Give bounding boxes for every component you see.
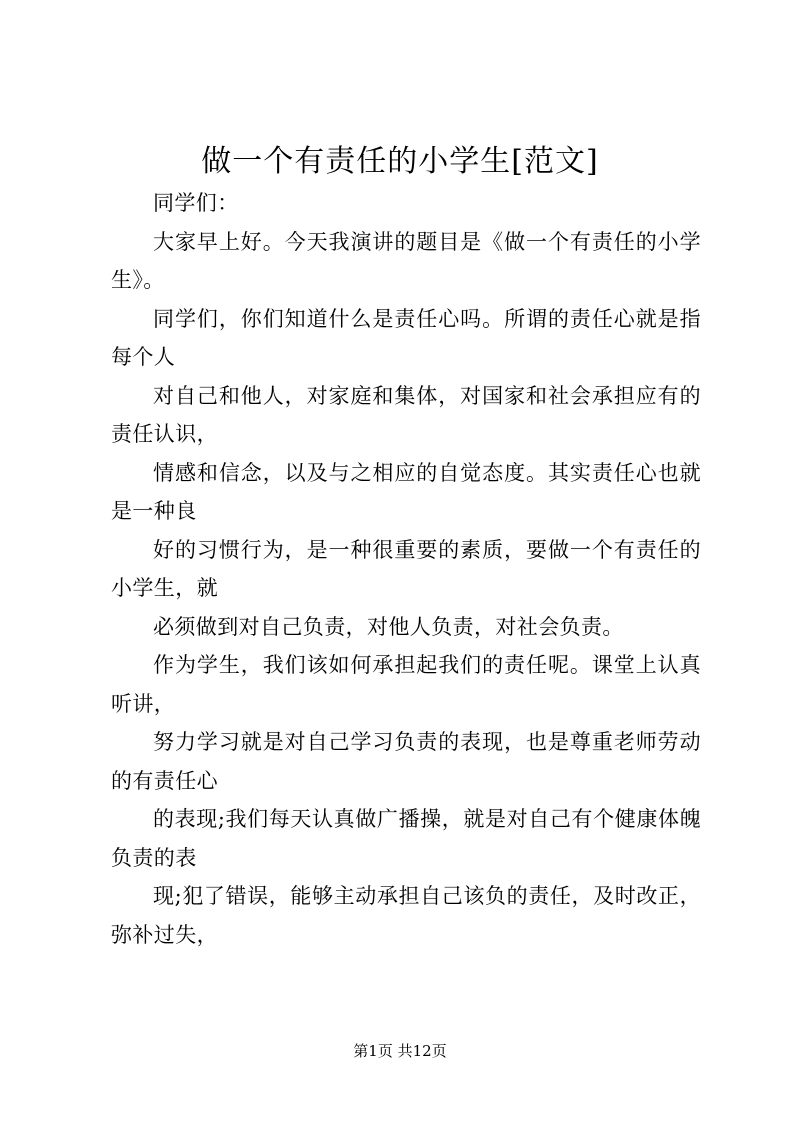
paragraph: 现;犯了错误，能够主动承担自己该负的责任，及时改正，弥补过失，: [111, 884, 701, 947]
paragraph: 同学们，你们知道什么是责任心吗。所谓的责任心就是指每个人: [111, 306, 701, 369]
paragraph: 作为学生，我们该如何承担起我们的责任呢。课堂上认真听讲，: [111, 653, 701, 716]
paragraph: 好的习惯行为，是一种很重要的素质，要做一个有责任的小学生，就: [111, 537, 701, 600]
paragraph: 对自己和他人，对家庭和集体，对国家和社会承担应有的责任认识，: [111, 383, 701, 446]
paragraph: 情感和信念，以及与之相应的自觉态度。其实责任心也就是一种良: [111, 460, 701, 523]
document-body: [111, 184, 701, 954]
page-number-footer: 第1页 共12页: [353, 1042, 447, 1060]
paragraph: 必须做到对自己负责，对他人负责，对社会负责。: [153, 614, 624, 639]
paragraph: 努力学习就是对自己学习负责的表现，也是尊重老师劳动的有责任心: [111, 730, 701, 793]
paragraph: 的表现;我们每天认真做广播操，就是对自己有个健康体魄负责的表: [111, 807, 701, 870]
paragraph: 同学们：: [153, 191, 239, 215]
document-title: 做一个有责任的小学生[范文]: [201, 144, 599, 179]
paragraph: 大家早上好。今天我演讲的题目是《做一个有责任的小学生》。: [111, 229, 701, 292]
